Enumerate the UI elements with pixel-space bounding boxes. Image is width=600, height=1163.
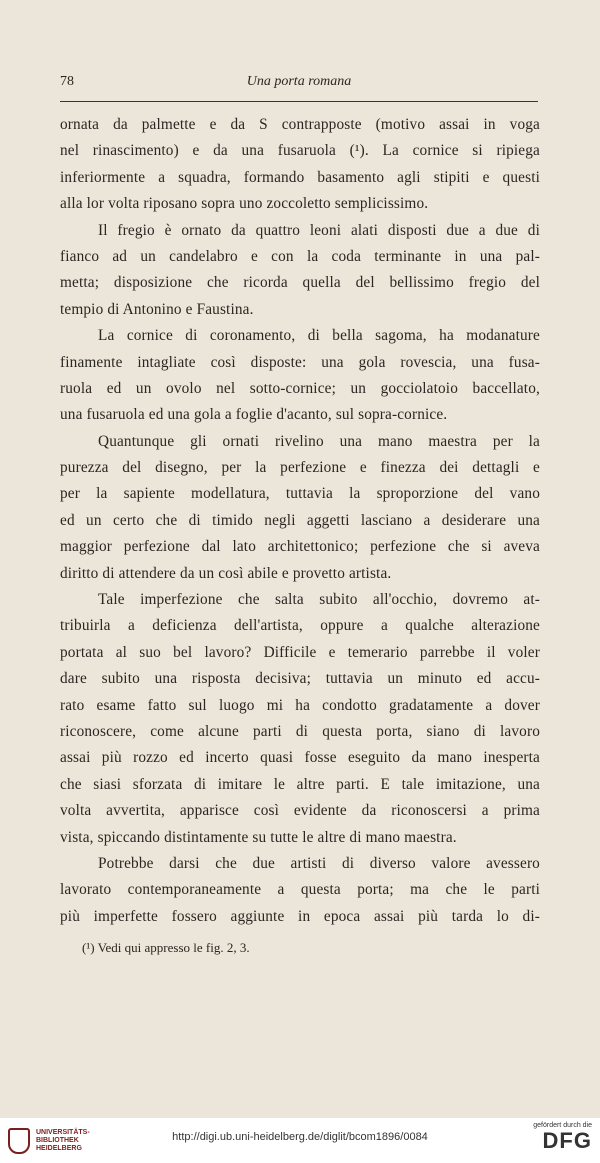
text-line: riconoscere, come alcune parti di questa porta, siano di lavoro xyxy=(60,722,540,740)
text-line: maggior perfezione dal lato architettonico; perfezione che si aveva xyxy=(60,538,540,556)
text-line: più imperfette fossero aggiunte in epoca assai più tarda lo di- xyxy=(60,907,540,925)
text-line: ruola ed un ovolo nel sotto-cornice; un gocciolatoio baccellato, xyxy=(60,379,540,397)
text-line: vista, spiccando distintamente su tutte le altre di mano maestra. xyxy=(60,828,457,846)
text-line: finamente intagliate così disposte: una gola rovescia, una fusa- xyxy=(60,353,540,371)
text-line: inferiormente a squadra, formando basamento agli stipiti e questi xyxy=(60,168,540,186)
footnote: (¹) Vedi qui appresso le fig. 2, 3. xyxy=(82,940,250,955)
text-line: dare subito una risposta decisiva; tuttavia un minuto ed accu- xyxy=(60,670,540,688)
text-line: Potrebbe darsi che due artisti di diverso valore avessero xyxy=(98,854,540,872)
text-line: Quantunque gli ornati rivelino una mano maestra per la xyxy=(98,432,540,450)
text-line: ed un certo che di timido negli aggetti lasciano a desiderare una xyxy=(60,511,540,529)
text-line: La cornice di coronamento, di bella sagoma, ha modanature xyxy=(98,327,540,345)
text-line: per la sapiente modellatura, tuttavia la sproporzione del vano xyxy=(60,485,540,503)
text-line: purezza del disegno, per la perfezione e finezza dei dettagli e xyxy=(60,459,540,477)
text-line: tribuirla a deficienza dell'artista, oppure a qualche alterazione xyxy=(60,617,540,635)
text-line: metta; disposizione che ricorda quella del bellissimo fregio del xyxy=(60,274,540,292)
text-line: tempio di Antonino e Faustina. xyxy=(60,300,254,318)
page-header xyxy=(60,74,538,94)
funding-caption: gefördert durch die xyxy=(533,1122,592,1129)
header-rule xyxy=(60,101,538,102)
text-line: rato esame fatto sul luogo mi ha condotto gradatamente a dover xyxy=(60,696,540,714)
digitization-footer xyxy=(0,1118,600,1163)
text-line: Il fregio è ornato da quattro leoni alati disposti due a due di xyxy=(98,221,540,239)
page-number: 78 xyxy=(60,74,74,89)
text-line: ornata da palmette e da S contrapposte (motivo assai in voga xyxy=(60,116,540,133)
text-line: Tale imperfezione che salta subito all'occhio, dovremo at- xyxy=(98,591,540,609)
text-line: lavorato contemporaneamente a questa porta; ma che le parti xyxy=(60,881,540,899)
text-line: assai più rozzo ed incerto quasi fosse eseguito da mano inesperta xyxy=(60,749,540,767)
text-line: nel rinascimento) e da una fusaruola (¹). La cornice si ripiega xyxy=(60,142,540,160)
dfg-logo[interactable] xyxy=(533,1122,592,1153)
text-line: fianco ad un candelabro e con la coda terminante in una pal- xyxy=(60,247,540,265)
text-line: una fusaruola ed una gola a foglie d'acanto, sul sopra-cornice. xyxy=(60,406,448,424)
body-text xyxy=(60,112,540,930)
permalink-url[interactable]: http://digi.ub.uni-heidelberg.de/diglit/bcom1896/0084 xyxy=(172,1131,428,1143)
text-line: alla lor volta riposano sopra uno zoccoletto semplicissimo. xyxy=(60,195,429,213)
library-name-line: HEIDELBERG xyxy=(36,1145,82,1152)
text-line: che siasi sforzata di imitare le altre parti. E tale imitazione, una xyxy=(60,775,540,793)
text-line: volta avvertita, apparisce così evidente da riconoscersi a prima xyxy=(60,802,540,820)
dfg-wordmark: DFG xyxy=(542,1128,592,1153)
library-name-line: BIBLIOTHEK xyxy=(36,1137,79,1144)
text-line: portata al suo bel lavoro? Difficile e temerario parrebbe il voler xyxy=(60,643,540,661)
running-title: Una porta romana xyxy=(246,74,352,89)
library-name-line: UNIVERSITÄTS- xyxy=(36,1129,90,1136)
text-line: diritto di attendere da un così abile e provetto artista. xyxy=(60,564,392,582)
